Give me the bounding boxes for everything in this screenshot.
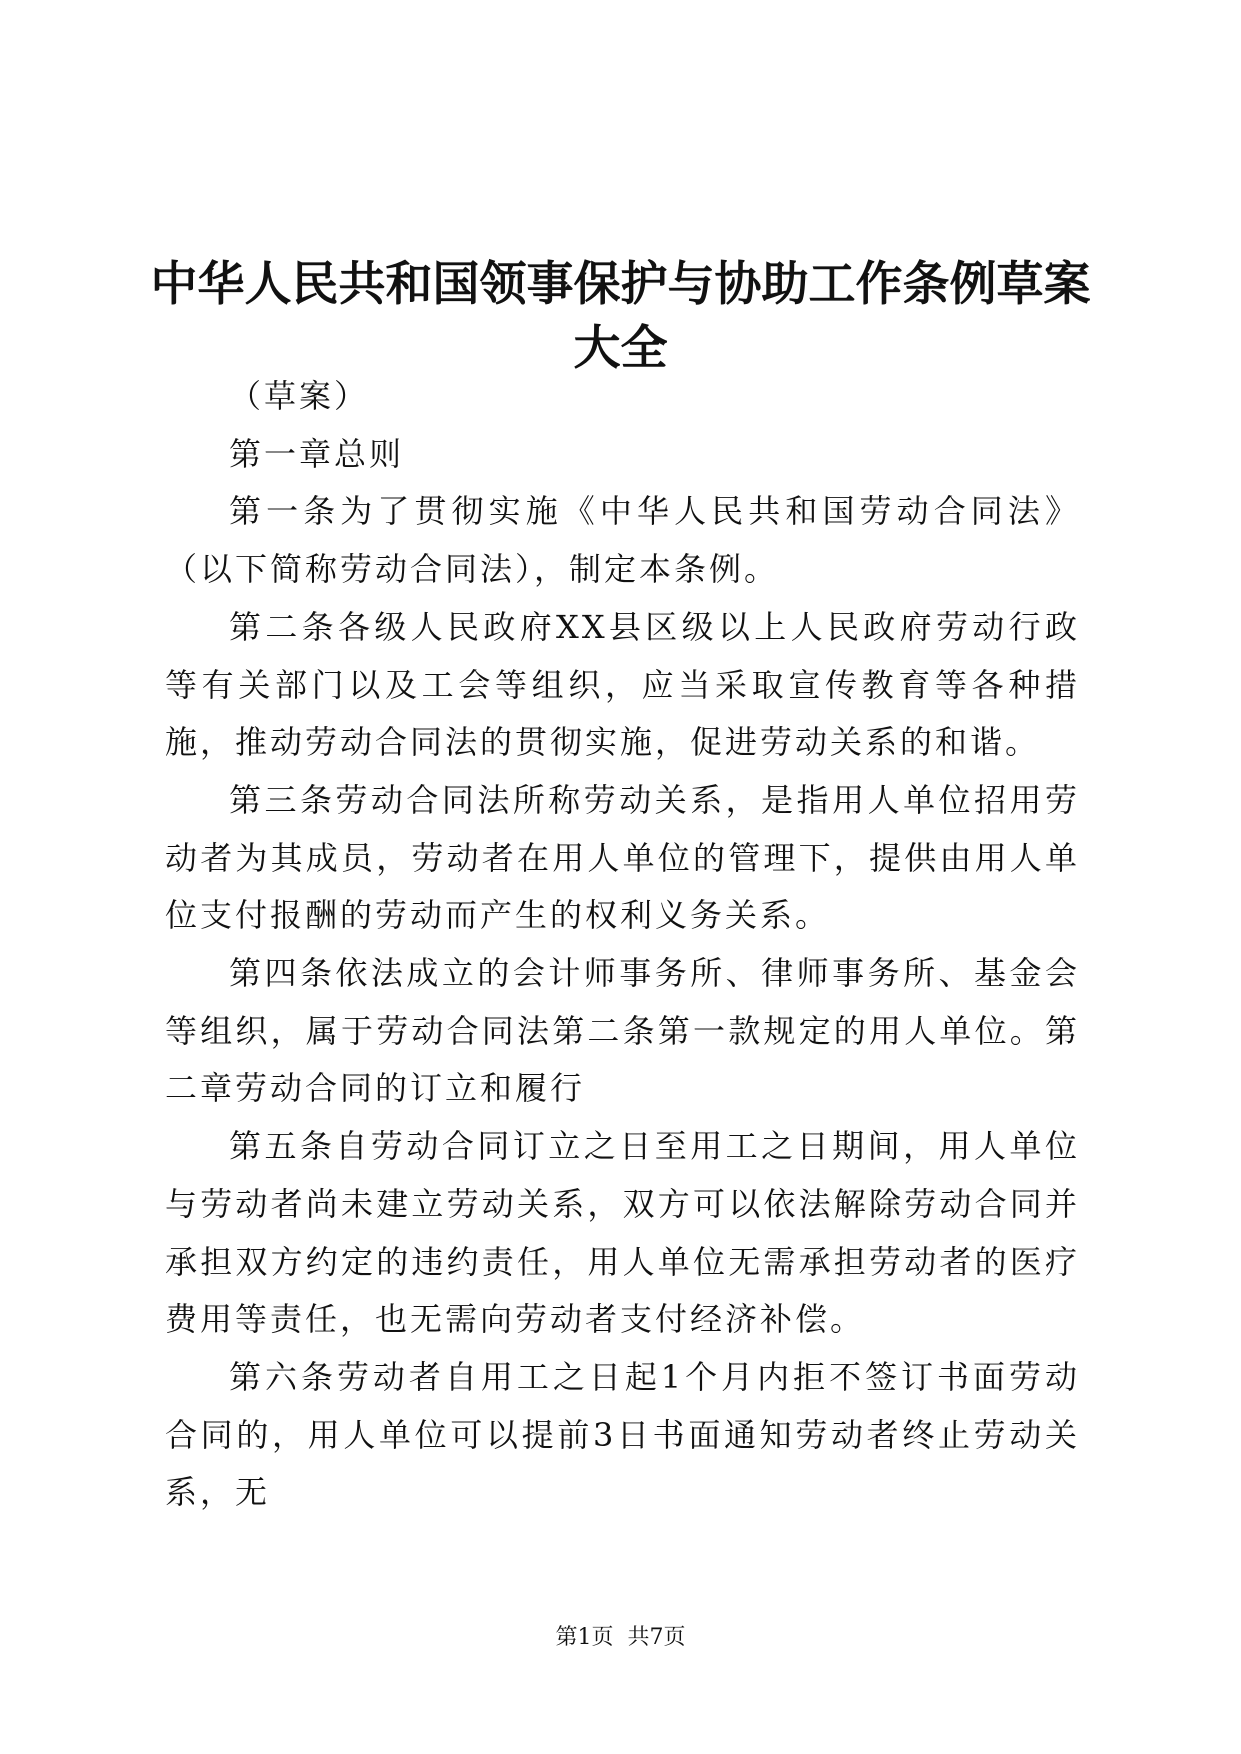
paragraph-article-4: 第四条依法成立的会计师事务所、律师事务所、基金会等组织，属于劳动合同法第二条第一款规定的用人单位。第二章劳动合同的订立和履行 bbox=[165, 954, 1080, 1108]
paragraph-article-3: 第三条劳动合同法所称劳动关系，是指用人单位招用劳动者为其成员，劳动者在用人单位的管理下，提供由用人单位支付报酬的劳动而产生的权利义务关系。 bbox=[165, 780, 1080, 935]
paragraph-article-5: 第五条自劳动合同订立之日至用工之日期间，用人单位与劳动者尚未建立劳动关系，双方可以依法解除劳动合同并承担双方约定的违约责任，用人单位无需承担劳动者的医疗费用等责任，也无需向劳动者支付经济补偿。 bbox=[165, 1127, 1080, 1339]
paragraph-article-6: 第六条劳动者自用工之日起1个月内拒不签订书面劳动合同的，用人单位可以提前3日书面通知劳动者终止劳动关系，无 bbox=[165, 1357, 1080, 1512]
page-number: 第1页 共7页 bbox=[555, 1625, 686, 1650]
paragraph-article-1: 第一条为了贯彻实施《中华人民共和国劳动合同法》（以下简称劳动合同法），制定本条例。 bbox=[165, 492, 1080, 589]
paragraph-article-2: 第二条各级人民政府XX县区级以上人民政府劳动行政等有关部门以及工会等组织，应当采取宣传教育等各种措施，推动劳动合同法的贯彻实施，促进劳动关系的和谐。 bbox=[165, 607, 1080, 762]
document-body bbox=[165, 368, 1080, 1522]
document-title: 中华人民共和国领事保护与协助工作条例草案大全 bbox=[150, 257, 1091, 377]
paragraph-draft-note: （草案） bbox=[229, 377, 370, 415]
page-footer bbox=[0, 1623, 1241, 1653]
paragraph-chapter-heading: 第一章总则 bbox=[229, 434, 405, 473]
